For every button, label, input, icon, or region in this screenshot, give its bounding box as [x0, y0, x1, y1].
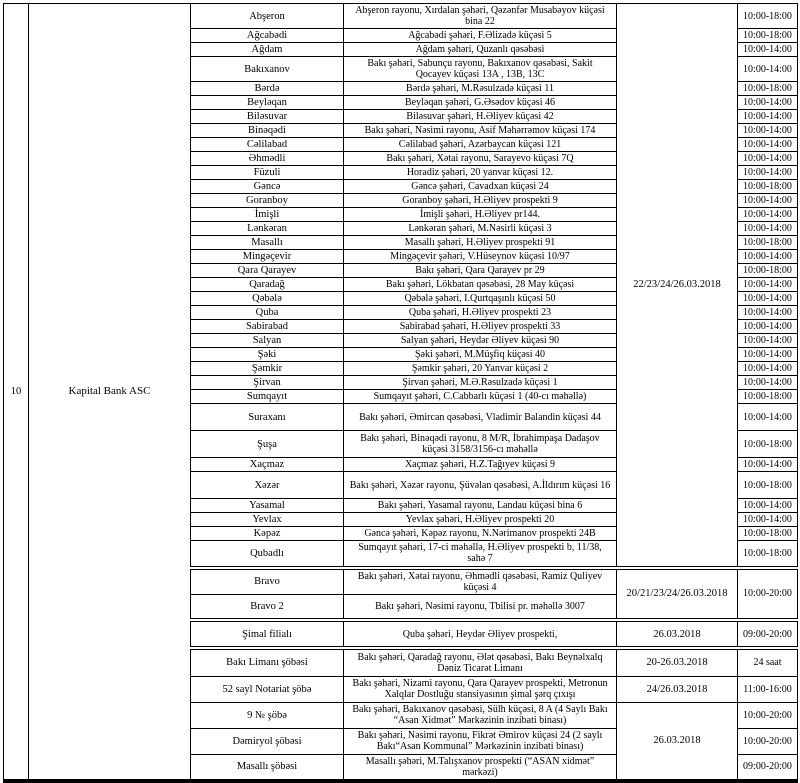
hours-cell: 10:00-18:00 — [738, 541, 798, 568]
branch-cell: Bərdə — [191, 82, 344, 96]
branch-cell: Qəbələ — [191, 292, 344, 306]
hours-cell: 10:00-14:00 — [738, 43, 798, 57]
address-cell: Masallı şəhəri, H.Əliyev prospekti 91 — [344, 236, 617, 250]
branch-cell: Cəlilabad — [191, 138, 344, 152]
hours-cell: 10:00-14:00 — [738, 499, 798, 513]
hours-cell: 24 saat — [738, 648, 798, 676]
hours-cell: 10:00-14:00 — [738, 208, 798, 222]
address-cell: Bakı şəhəri, Sabunçu rayonu, Bakıxanov qəsəbəsi, Sakit Qocayev küçəsi 13A , 13B, 13C — [344, 57, 617, 82]
branch-cell: Suraxanı — [191, 404, 344, 431]
hours-cell: 10:00-14:00 — [738, 278, 798, 292]
hours-cell: 10:00-18:00 — [738, 390, 798, 404]
branch-cell: Biləsuvar — [191, 110, 344, 124]
address-cell: Ağcabədi şəhəri, F.Əlizadə küçəsi 5 — [344, 29, 617, 43]
hours-cell: 11:00-16:00 — [738, 676, 798, 702]
hours-cell: 10:00-14:00 — [738, 348, 798, 362]
hours-cell: 10:00-18:00 — [738, 527, 798, 541]
hours-cell: 10:00-18:00 — [738, 431, 798, 458]
hours-cell: 10:00-18:00 — [738, 29, 798, 43]
address-cell: Xaçmaz şəhəri, H.Z.Tağıyev küçəsi 9 — [344, 458, 617, 472]
address-cell: Goranboy şəhəri, H.Əliyev prospekti 9 — [344, 194, 617, 208]
hours-cell: 10:00-20:00 — [738, 728, 798, 754]
branch-cell: Gəncə — [191, 180, 344, 194]
branch-cell: Sabirabad — [191, 320, 344, 334]
address-cell: Bakı şəhəri, Xəzər rayonu, Şüvəlan qəsəbəsi, A.İldırım küçəsi 16 — [344, 472, 617, 499]
address-cell: Lənkəran şəhəri, M.Nəsirli küçəsi 3 — [344, 222, 617, 236]
bank-table-body — [4, 4, 798, 781]
address-cell: Sumqayıt şəhəri, 17-ci məhəllə, H.Əliyev prospekti b, 11/38, sahə 7 — [344, 541, 617, 568]
branch-cell: Qaradağ — [191, 278, 344, 292]
branch-cell: Şimal filialı — [191, 620, 344, 648]
address-cell: Bakı şəhəri, Nəsimi rayonu, Fikrət Əmirov küçəsi 24 (2 saylı Bakı“Asan Kommunal” Mərkəzinin inzibati binası) — [344, 728, 617, 754]
branch-cell: Salyan — [191, 334, 344, 348]
hours-cell: 10:00-14:00 — [738, 124, 798, 138]
address-cell: Ağdam şəhəri, Quzanlı qəsəbəsi — [344, 43, 617, 57]
branch-cell: Dəmiryol şöbəsi — [191, 728, 344, 754]
branch-cell: Goranboy — [191, 194, 344, 208]
hours-cell: 10:00-18:00 — [738, 4, 798, 29]
address-cell: Bakı şəhəri, Nəsimi rayonu, Asif Məhərrəmov küçəsi 174 — [344, 124, 617, 138]
branch-cell: Bakı Limanı şöbəsi — [191, 648, 344, 676]
branch-cell: Yevlax — [191, 513, 344, 527]
date-cell: 22/23/24/26.03.2018 — [617, 4, 738, 568]
bank-branches-table — [3, 3, 798, 783]
address-cell: Bakı şəhəri, Nəsimi rayonu, Tbilisi pr. məhəllə 3007 — [344, 594, 617, 620]
branch-cell: Beyləqan — [191, 96, 344, 110]
branch-cell: Ağdam — [191, 43, 344, 57]
address-cell: Quba şəhəri, H.Əliyev prospekti 23 — [344, 306, 617, 320]
address-cell: Yevlax şəhəri, H.Əliyev prospekti 20 — [344, 513, 617, 527]
hours-cell: 10:00-14:00 — [738, 57, 798, 82]
hours-cell: 10:00-20:00 — [738, 702, 798, 728]
address-cell: Sabirabad şəhəri, H.Əliyev prospekti 33 — [344, 320, 617, 334]
hours-cell: 10:00-14:00 — [738, 292, 798, 306]
branch-cell: Abşeron — [191, 4, 344, 29]
branch-cell: Binəqədi — [191, 124, 344, 138]
address-cell: Bakı şəhəri, Bakıxanov qəsəbəsi, Sülh küçəsi, 8 A (4 Saylı Bakı “Asan Xidmət” Mərkəzinin inzibati binası) — [344, 702, 617, 728]
branch-cell: Sumqayıt — [191, 390, 344, 404]
address-cell: Masallı şəhəri, M.Talışxanov prospekti (“ASAN xidmət” mərkəzi) — [344, 754, 617, 781]
branch-cell: Masallı — [191, 236, 344, 250]
address-cell: Bakı şəhəri, Lökbatan qəsəbəsi, 28 May küçəsi — [344, 278, 617, 292]
hours-cell: 10:00-14:00 — [738, 222, 798, 236]
branch-cell: Masallı şöbəsi — [191, 754, 344, 781]
bank-name-cell: Kapital Bank ASC — [29, 4, 191, 781]
branch-cell: Quba — [191, 306, 344, 320]
branch-cell: Şəmkir — [191, 362, 344, 376]
date-cell: 20-26.03.2018 — [617, 648, 738, 676]
hours-cell: 10:00-18:00 — [738, 264, 798, 278]
hours-cell: 10:00-14:00 — [738, 458, 798, 472]
date-cell: 26.03.2018 — [617, 702, 738, 781]
address-cell: Bakı şəhəri, Yasamal rayonu, Landau küçəsi bina 6 — [344, 499, 617, 513]
branch-cell: Ağcabədi — [191, 29, 344, 43]
address-cell: Cəlilabad şəhəri, Azərbaycan küçəsi 121 — [344, 138, 617, 152]
branch-cell: Bakıxanov — [191, 57, 344, 82]
address-cell: Biləsuvar şəhəri, H.Əliyev küçəsi 42 — [344, 110, 617, 124]
address-cell: Bakı şəhəri, Qara Qarayev pr 29 — [344, 264, 617, 278]
address-cell: Şirvan şəhəri, M.Ə.Rəsulzadə küçəsi 1 — [344, 376, 617, 390]
branch-cell: Əhmədli — [191, 152, 344, 166]
address-cell: Şəmkir şəhəri, 20 Yanvar küçəsi 2 — [344, 362, 617, 376]
hours-cell: 09:00-20:00 — [738, 620, 798, 648]
branch-cell: İmişli — [191, 208, 344, 222]
hours-cell: 10:00-14:00 — [738, 194, 798, 208]
address-cell: Horadiz şəhəri, 20 yanvar küçəsi 12. — [344, 166, 617, 180]
address-cell: Bakı şəhəri, Xətai rayonu, Sarayevo küçəsi 7Q — [344, 152, 617, 166]
branch-cell: Bravo — [191, 568, 344, 595]
branch-cell: 9 № şöbə — [191, 702, 344, 728]
branch-cell: Kəpəz — [191, 527, 344, 541]
date-cell: 24/26.03.2018 — [617, 676, 738, 702]
branch-cell: Bravo 2 — [191, 594, 344, 620]
branch-cell: Lənkəran — [191, 222, 344, 236]
address-cell: Salyan şəhəri, Heydər Əliyev küçəsi 90 — [344, 334, 617, 348]
address-cell: Sumqayıt şəhəri, C.Cabbarlı küçəsi 1 (40-cı məhəllə) — [344, 390, 617, 404]
address-cell: Mingəçevir şəhəri, V.Hüseynov küçəsi 10/97 — [344, 250, 617, 264]
address-cell: Bakı şəhəri, Xətai rayonu, Əhmədli qəsəbəsi, Ramiz Quliyev küçəsi 4 — [344, 568, 617, 595]
address-cell: Qəbələ şəhəri, I.Qurtqaşınlı küçəsi 50 — [344, 292, 617, 306]
address-cell: Bakı şəhəri, Nizami rayonu, Qara Qarayev prospekti, Metronun Xalqlar Dostluğu stansiyasının şimal şərq çıxışı — [344, 676, 617, 702]
hours-cell: 10:00-20:00 — [738, 568, 798, 621]
address-cell: Gəncə şəhəri, Kəpəz rayonu, N.Nərimanov prospekti 24B — [344, 527, 617, 541]
table-row — [4, 4, 798, 29]
hours-cell: 10:00-14:00 — [738, 96, 798, 110]
address-cell: Bakı şəhəri, Binəqədi rayonu, 8 M/R, İbrahimpaşa Dadaşov küçəsi 3158/3156-cı məhəllə — [344, 431, 617, 458]
branch-cell: Şuşa — [191, 431, 344, 458]
hours-cell: 10:00-14:00 — [738, 404, 798, 431]
date-cell: 20/21/23/24/26.03.2018 — [617, 568, 738, 621]
hours-cell: 10:00-14:00 — [738, 250, 798, 264]
hours-cell: 10:00-14:00 — [738, 362, 798, 376]
branch-cell: Şirvan — [191, 376, 344, 390]
branch-cell: Füzuli — [191, 166, 344, 180]
hours-cell: 10:00-18:00 — [738, 236, 798, 250]
hours-cell: 10:00-14:00 — [738, 376, 798, 390]
address-cell: Bakı şəhəri, Qaradağ rayonu, Ələt qəsəbəsi, Bakı Beynəlxalq Dəniz Ticarət Limanı — [344, 648, 617, 676]
address-cell: Quba şəhəri, Heydər Əliyev prospekti, — [344, 620, 617, 648]
row-number-cell: 10 — [4, 4, 29, 781]
branch-cell: Şəki — [191, 348, 344, 362]
branch-cell: Qubadlı — [191, 541, 344, 568]
address-cell: Bakı şəhəri, Əmircan qəsəbəsi, Vladimir Balandin küçəsi 44 — [344, 404, 617, 431]
date-cell: 26.03.2018 — [617, 620, 738, 648]
hours-cell: 10:00-18:00 — [738, 180, 798, 194]
branch-cell: Yasamal — [191, 499, 344, 513]
address-cell: Gəncə şəhəri, Cavadxan küçəsi 24 — [344, 180, 617, 194]
hours-cell: 10:00-18:00 — [738, 472, 798, 499]
address-cell: Şəki şəhəri, M.Müşfiq küçəsi 40 — [344, 348, 617, 362]
branch-cell: Mingəçevir — [191, 250, 344, 264]
hours-cell: 10:00-14:00 — [738, 306, 798, 320]
branch-cell: Xəzər — [191, 472, 344, 499]
hours-cell: 10:00-14:00 — [738, 334, 798, 348]
address-cell: Beyləqan şəhəri, G.Əsədov küçəsi 46 — [344, 96, 617, 110]
hours-cell: 10:00-14:00 — [738, 138, 798, 152]
address-cell: İmişli şəhəri, H.Əliyev pr144. — [344, 208, 617, 222]
hours-cell: 10:00-14:00 — [738, 152, 798, 166]
address-cell: Abşeron rayonu, Xırdalan şəhəri, Qəzənfər Musabəyov küçəsi bina 22 — [344, 4, 617, 29]
hours-cell: 10:00-14:00 — [738, 166, 798, 180]
address-cell: Bərdə şəhəri, M.Rəsulzadə küçəsi 11 — [344, 82, 617, 96]
branch-cell: Xaçmaz — [191, 458, 344, 472]
hours-cell: 10:00-14:00 — [738, 513, 798, 527]
hours-cell: 10:00-14:00 — [738, 110, 798, 124]
hours-cell: 10:00-14:00 — [738, 320, 798, 334]
hours-cell: 09:00-20:00 — [738, 754, 798, 781]
hours-cell: 10:00-18:00 — [738, 82, 798, 96]
branch-cell: 52 sayl Notariat şöbə — [191, 676, 344, 702]
branch-cell: Qara Qarayev — [191, 264, 344, 278]
